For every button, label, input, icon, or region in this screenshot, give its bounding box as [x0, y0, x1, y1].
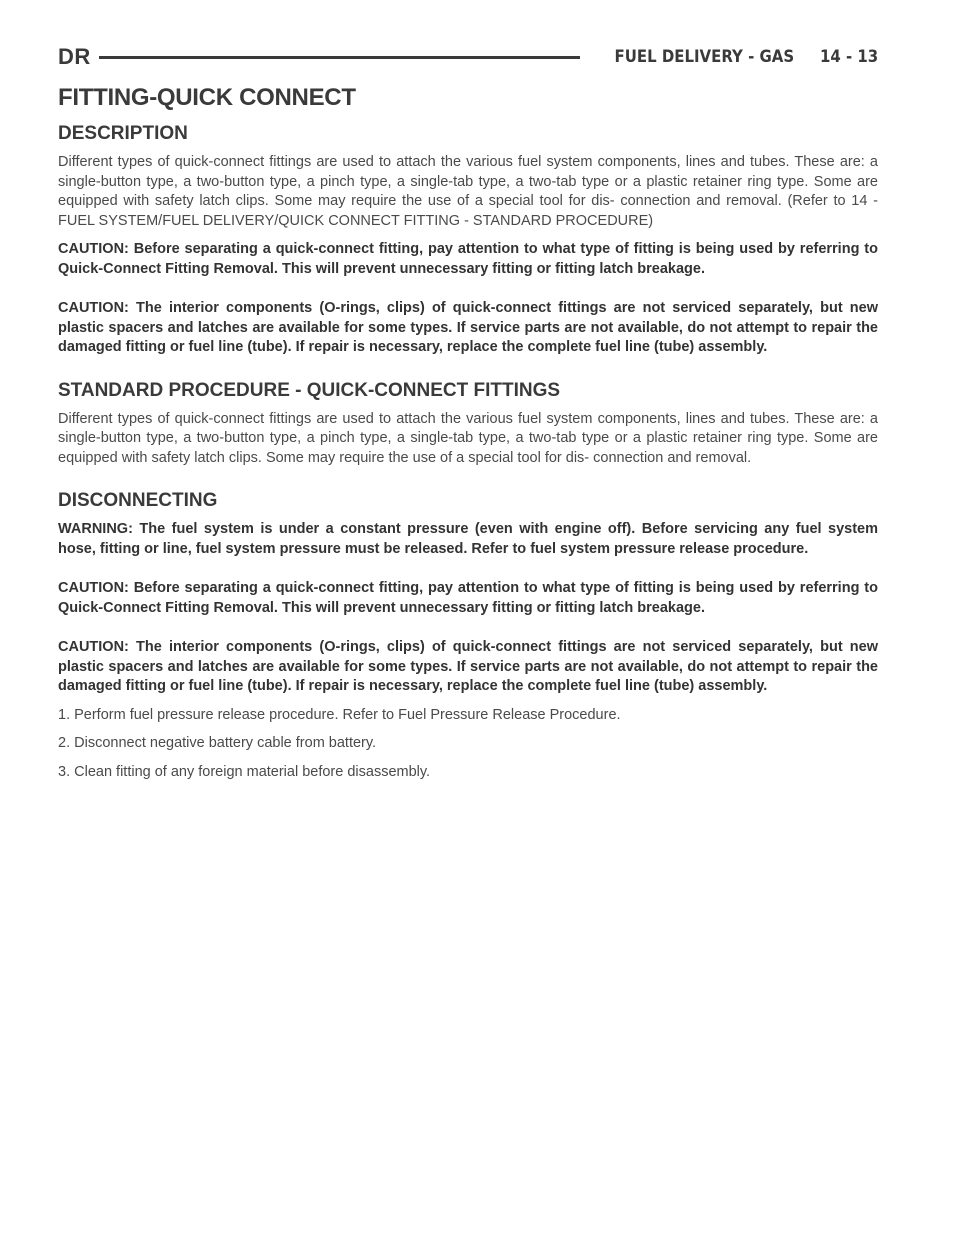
header-section-title: FUEL DELIVERY - GAS [614, 47, 794, 67]
page-content [58, 84, 878, 782]
header-page-number: 14 - 13 [819, 47, 878, 67]
description-caution-1: CAUTION: Before separating a quick-connect fitting, pay attention to what type of fitting is being used by referring to Quick-Connect Fitting Removal. This will prevent unnecessary fitting or fitting latch breakage. [58, 241, 878, 277]
description-caution-2: CAUTION: The interior components (O-rings, clips) of quick-connect fittings are not serviced separately, but new plastic spacers and latches are available for some types. If service parts are not available, do not attempt to repair the damaged fitting or fuel line (tube). If repair is necessary, replace the complete fuel line (tube) assembly. [58, 300, 878, 355]
header-rule [99, 56, 580, 59]
page-title: FITTING-QUICK CONNECT [58, 84, 356, 111]
disconnecting-heading: DISCONNECTING [58, 490, 218, 511]
step-item: 1. Perform fuel pressure release procedure. Refer to Fuel Pressure Release Procedure. [58, 706, 621, 723]
header-code: DR [58, 44, 91, 69]
step-item: 2. Disconnect negative battery cable from battery. [58, 735, 377, 751]
standard-procedure-body: Different types of quick-connect fittings are used to attach the various fuel system components, lines and tubes. These are: a single-button type, a two-button type, a pinch type, a single-tab type, a two-tab type or a plastic retainer ring type. Some are equipped with safety latch clips. Some may require the use of a special tool for dis- connection and removal. [58, 410, 878, 466]
disconnecting-caution-2: CAUTION: The interior components (O-rings, clips) of quick-connect fittings are not serviced separately, but new plastic spacers and latches are available for some types. If service parts are not available, do not attempt to repair the damaged fitting or fuel line (tube). If repair is necessary, replace the complete fuel line (tube) assembly. [58, 639, 878, 694]
step-item: 3. Clean fitting of any foreign material before disassembly. [58, 763, 431, 780]
description-body: Different types of quick-connect fittings are used to attach the various fuel system components, lines and tubes. These are: a single-button type, a two-button type, a pinch type, a single-tab type, a two-tab type or a plastic retainer ring type. Some are equipped with safety latch clips. Some may require the use of a special tool for dis- connection and removal. (Refer to 14 - FUEL SYSTEM/FUEL DELIVERY/QUICK CONNECT FITTING - STANDARD PROCEDURE) [58, 154, 878, 229]
description-heading: DESCRIPTION [58, 123, 188, 144]
standard-procedure-heading: STANDARD PROCEDURE - QUICK-CONNECT FITTINGS [58, 379, 561, 401]
disconnecting-caution-1: CAUTION: Before separating a quick-connect fitting, pay attention to what type of fitting is being used by referring to Quick-Connect Fitting Removal. This will prevent unnecessary fitting or fitting latch breakage. [58, 580, 878, 616]
running-header [58, 42, 878, 72]
disconnecting-warning: WARNING: The fuel system is under a constant pressure (even with engine off). Before servicing any fuel system hose, fitting or line, fuel system pressure must be released. Refer to fuel system pressure release procedure. [58, 521, 878, 557]
